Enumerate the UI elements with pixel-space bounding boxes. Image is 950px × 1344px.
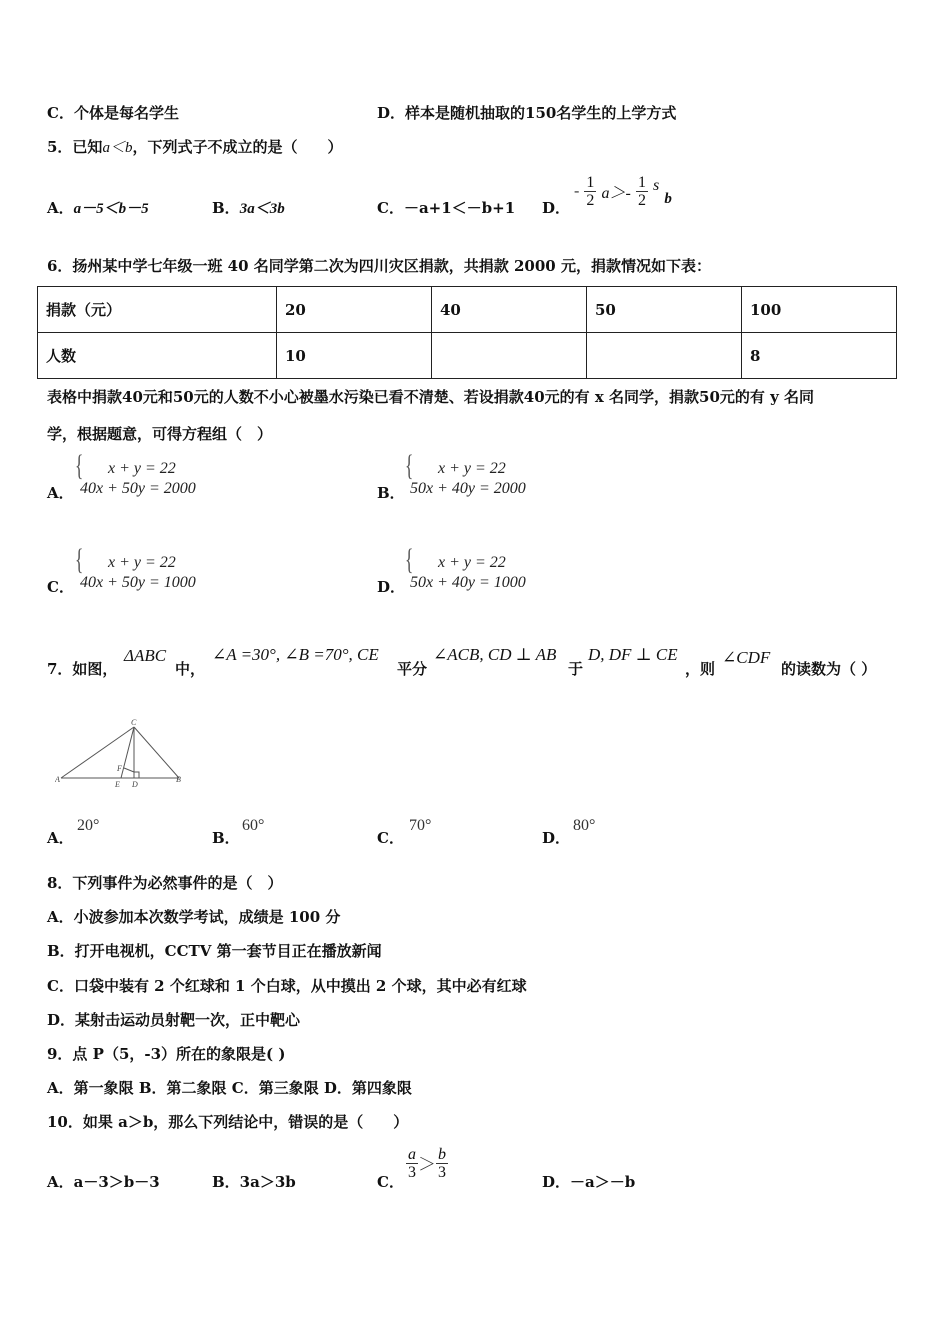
q5-option-c <box>377 198 515 218</box>
q10-c-gt: ＞ <box>418 1154 436 1175</box>
q6-b-eq1: x + y = 22 <box>438 460 506 477</box>
q5-stem-cond: a＜b <box>102 140 133 156</box>
q8-option-a: A．小波参加本次数学考试，成绩是 100 分 <box>47 908 341 926</box>
q7-option-d-value: 80° <box>573 817 596 834</box>
q6-option-b-label: B． <box>377 484 405 502</box>
q6-desc-line2: 学，根据题意，可得方程组（ ） <box>47 425 273 443</box>
q6-c-eq2: 40x + 50y = 1000 <box>80 574 196 591</box>
q6-stem: 6．扬州某中学七年级一班 40 名同学第二次为四川灾区捐款，共捐款 2000 元，捐款情况如下表： <box>47 257 711 275</box>
q10-option-c-label: C． <box>377 1173 404 1191</box>
q10-option-a: A．a－3＞b－3 <box>47 1173 160 1191</box>
table-cell: 8 <box>742 333 897 379</box>
q9-options: A．第一象限 B．第二象限 C．第三象限 D．第四象限 <box>47 1079 412 1097</box>
q7-yu: 于 <box>568 660 584 678</box>
brace-icon: { <box>74 543 84 576</box>
q6-option-a-system <box>74 449 196 499</box>
q10-c-frac2-den: 3 <box>438 1164 446 1181</box>
q7-option-b-value: 60° <box>242 817 265 834</box>
brace-icon: { <box>74 449 84 482</box>
q8-option-d: D．某射击运动员射靶一次，正中靶心 <box>47 1011 301 1029</box>
q5-d-b: b <box>664 191 672 207</box>
q7-suffix: 的读数为（ ） <box>781 660 877 678</box>
q10-c-frac1-num: a <box>408 1146 416 1163</box>
table-cell: 捐款（元） <box>38 287 277 333</box>
q6-option-a-label: A． <box>47 484 74 502</box>
q7-cond2: D, DF ⊥ CE <box>588 645 678 664</box>
q6-a-eq2: 40x + 50y = 2000 <box>80 480 196 497</box>
q5-option-d-expr <box>574 174 672 209</box>
table-cell: 20 <box>277 287 432 333</box>
q5-c-label: C． <box>377 199 404 217</box>
right-angle-mark <box>134 772 139 778</box>
table-cell: 10 <box>277 333 432 379</box>
q7-triangle: ΔABC <box>124 646 167 665</box>
q7-pingfen: 平分 <box>397 660 428 678</box>
q10-c-frac2-num: b <box>438 1146 446 1163</box>
q7-target: ∠CDF <box>722 648 771 667</box>
q6-option-b-system <box>404 449 526 499</box>
q5-d-frac2 <box>636 174 648 209</box>
q5-option-d-label: D． <box>542 199 571 217</box>
q5-d-s: s <box>653 176 660 194</box>
q5-c-text: －a+1＜－b+1 <box>403 199 516 217</box>
q8-stem: 8．下列事件为必然事件的是（ ） <box>47 874 283 892</box>
q7-option-c-label: C． <box>377 829 404 847</box>
table-cell: 50 <box>587 287 742 333</box>
label-c: C <box>131 718 137 727</box>
table-cell: 100 <box>742 287 897 333</box>
q7-zhong: 中， <box>175 660 206 678</box>
q10-option-b: B．3a＞3b <box>212 1173 296 1191</box>
q10-c-frac1 <box>406 1146 418 1181</box>
q5-d-frac1-num: 1 <box>586 174 595 191</box>
q5-option-a <box>47 198 149 219</box>
q10-c-frac2 <box>436 1146 448 1181</box>
q5-option-b <box>212 198 285 219</box>
q6-b-eq2: 50x + 40y = 2000 <box>410 480 526 497</box>
label-f: F <box>117 764 122 773</box>
table-row <box>38 287 897 333</box>
donation-table <box>37 286 897 379</box>
q10-option-c-expr <box>406 1146 448 1181</box>
label-a: A <box>55 775 60 784</box>
q5-d-frac1-den: 2 <box>586 192 595 209</box>
q4-option-c: C．个体是每名学生 <box>47 104 179 122</box>
table-cell <box>587 333 742 379</box>
q8-option-c: C．口袋中装有 2 个红球和 1 个白球，从中摸出 2 个球，其中必有红球 <box>47 977 527 995</box>
q7-angles: ∠A =30°, ∠B =70°, CE <box>212 645 379 664</box>
q10-stem: 10．如果 a＞b，那么下列结论中，错误的是（ ） <box>47 1113 409 1131</box>
segment-bc <box>134 727 179 778</box>
q5-d-frac1 <box>584 174 596 209</box>
q10-option-d: D．－a＞－b <box>542 1173 636 1191</box>
q7-cond: ∠ACB, CD ⊥ AB <box>433 645 557 664</box>
table-cell: 40 <box>432 287 587 333</box>
q6-a-eq1: x + y = 22 <box>108 460 176 477</box>
q8-option-b: B．打开电视机，CCTV 第一套节目正在播放新闻 <box>47 942 382 960</box>
q7-option-a-label: A． <box>47 829 74 847</box>
table-cell: 人数 <box>38 333 277 379</box>
q7-option-a-value: 20° <box>77 817 100 834</box>
q5-a-label: A． <box>47 199 74 217</box>
q5-stem-prefix: 5．已知 <box>47 138 103 156</box>
q5-a-text: a－5＜b－5 <box>73 201 149 217</box>
q6-option-c-system <box>74 543 196 593</box>
label-d: D <box>132 780 138 789</box>
q6-option-c-label: C． <box>47 578 74 596</box>
q7-prefix: 7．如图， <box>47 660 118 678</box>
q5-stem-suffix: ，下列式子不成立的是（ ） <box>132 138 343 156</box>
label-e: E <box>115 780 120 789</box>
q6-option-d-system <box>404 543 526 593</box>
brace-icon: { <box>404 449 414 482</box>
q5-d-pre: - <box>574 182 580 200</box>
label-b: B <box>176 775 181 784</box>
q7-option-b-label: B． <box>212 829 240 847</box>
q6-d-eq2: 50x + 40y = 1000 <box>410 574 526 591</box>
q9-stem: 9．点 P（5，-3）所在的象限是( ) <box>47 1045 286 1063</box>
q6-d-eq1: x + y = 22 <box>438 554 506 571</box>
table-row <box>38 333 897 379</box>
q5-d-mid: a＞- <box>601 185 631 202</box>
q5-stem <box>47 137 342 158</box>
q5-d-frac2-den: 2 <box>637 192 646 209</box>
segment-df <box>124 768 134 772</box>
q7-option-d-label: D． <box>542 829 571 847</box>
q5-b-label: B． <box>212 199 240 217</box>
brace-icon: { <box>404 543 414 576</box>
q7-option-c-value: 70° <box>409 817 432 834</box>
q6-option-d-label: D． <box>377 578 406 596</box>
q7-ze: ，则 <box>685 660 716 678</box>
triangle-figure <box>55 718 185 790</box>
q6-c-eq1: x + y = 22 <box>108 554 176 571</box>
table-cell <box>432 333 587 379</box>
q4-option-d: D．样本是随机抽取的150名学生的上学方式 <box>377 104 677 122</box>
q5-b-text: 3a＜3b <box>239 201 285 217</box>
q10-c-frac1-den: 3 <box>408 1164 416 1181</box>
q5-d-frac2-num: 1 <box>637 174 646 191</box>
q6-desc-line1: 表格中捐款40元和50元的人数不小心被墨水污染已看不清楚、若设捐款40元的有 x 名同学，捐款50元的有 y 名同 <box>47 388 815 406</box>
